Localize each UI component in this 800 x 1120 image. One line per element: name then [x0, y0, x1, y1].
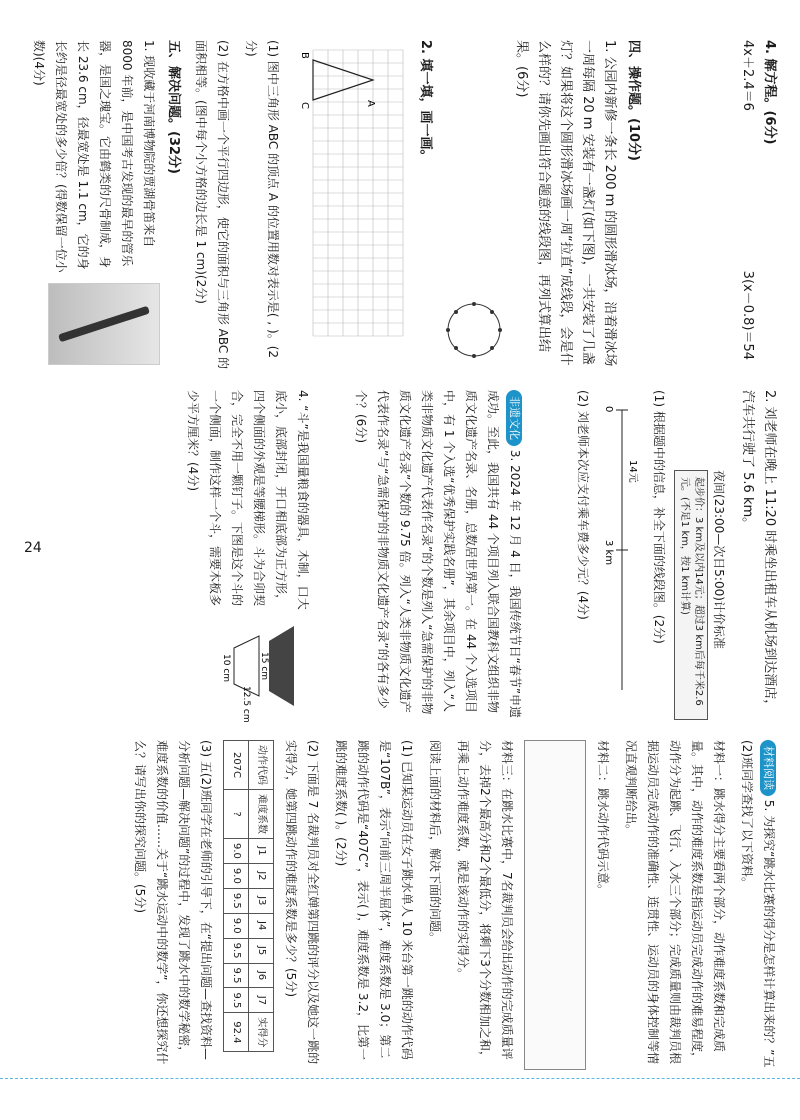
segment-diagram — [602, 390, 642, 710]
q2-2: (2) 刘老师本次应支付乘车费多少元？(4分) — [576, 390, 590, 620]
material-2: 材料二：跳水动作代码示意。 — [596, 740, 610, 897]
table-cell: 9.5 — [224, 963, 249, 988]
table-header-cell: J2 — [249, 863, 274, 888]
table-header-cell: J1 — [249, 839, 274, 864]
segment-14-label: 14元 — [627, 460, 638, 483]
equation-2: 3(x－0.8)＝54 — [740, 270, 755, 360]
grid-svg — [298, 40, 408, 360]
table-header-cell: J6 — [249, 963, 274, 988]
table-header-cell: 实得分 — [249, 1013, 274, 1052]
segment-3km-label: 3 km — [603, 540, 614, 566]
q2-1: (1) 根据题中的信息，补全下面的线段图。(2分) — [652, 390, 666, 644]
bone-flute-photo — [48, 283, 160, 365]
r2-text: (2) 下面是 7 名裁判员对全红婵第四跳的评分以及她这一跳的实得分，她第四跳动作的难度系数是多少？(5分) — [284, 740, 320, 1065]
coordinate-grid — [290, 40, 408, 370]
vertex-a-label: A — [365, 100, 376, 107]
heritage-tag: 非遗文化 — [506, 390, 522, 446]
dim-12-5-label: 12.5 cm — [241, 686, 251, 723]
fare-box: 起步价：3 km及以内14元；超过3 km后每千米2.6元。(不足1 km，按1 km计算) — [674, 470, 708, 720]
q3-text: 3. 2024 年 12 月 4 日，我国传统节日“春节”申遗成功。至此，我国共有 44 个项目列入联合国教科文组织非物质文化遗产名录、名册，总数居世界第一。在 44 个入选项目中，有 1 个入选“优秀保护实践名册”，其余项目中，列入“人类非物质文化遗产代表作名录”的个数是列入“急需保护的非物质文化遗产名录”个数的 9.75 倍。列入“人类非物质文化遗产代表作名录”与“急需保护的非物质文化遗产名录”的各有多少个？(6分) — [354, 390, 522, 719]
dou-figure — [221, 616, 314, 723]
score-table — [223, 740, 274, 1052]
vertex-c-label: C — [299, 102, 310, 109]
q5-text: 5. 为探究“跳水比赛的得分是怎样计算出来的？”五(2)班同学查找了以下资料。 — [740, 740, 776, 1068]
op2-1: (1) 图中三角形 ABC 的顶点 A 的位置用数对表示是( , )。(2分) — [244, 40, 280, 359]
table-cell: 92.4 — [224, 1013, 249, 1052]
q2-text: 2. 刘老师在晚上 11:20 时乘坐出租车从机场到达酒店，汽车共行驶了 5.6 km。 — [740, 390, 777, 713]
dim-15-label: 15 cm — [259, 652, 269, 681]
reading-tag: 材料阅读 — [760, 740, 776, 796]
material-1: 材料一：跳水得分主要看两个部分，动作难度系数和完成质量。其中，动作的难度系数是指运动员完成动作的难易程度，动作分为起跳、飞行、入水三个部分；完成质量则由裁判员根据运动员完成动作的准确性、连贯性、运动员的身体控制等情况直观判断给出。 — [624, 740, 726, 1065]
table-header-cell: 难度系数 — [249, 790, 274, 839]
page-number: 24 — [24, 540, 42, 556]
table-cell: 9.0 — [224, 863, 249, 888]
sol1-text: 1. 现收藏于河南博物院的贾湖骨笛来自 8000 年前，是中国考古发现的最早的管乐器，是国之瑰宝。它由鹤类的尺骨制成，身长 23.6 cm，径最宽处是 1.1 cm，它的身长约是径最宽处的多少倍？(得数保留一位小数)(4分) — [32, 40, 156, 273]
table-cell: 9.5 — [224, 988, 249, 1013]
table-header-cell: J4 — [249, 913, 274, 938]
segment-0-label: 0 — [603, 406, 614, 413]
column-left — [20, 40, 780, 370]
op2-title: 2. 填一填，画一画。 — [418, 40, 433, 163]
lamp-circle-icon — [444, 300, 504, 360]
r1-text: (1) 已知某运动员在女子跳水单人 10 米台第一跳的动作代码是“107B”，表示“向前三周半屈体”，难度系数是 3.0；第二跳的动作代码是“407C”，表示( )，难度系数是 3.2，比第一跳的难度系数( )。(2分) — [334, 740, 414, 1061]
material-3: 材料三：在跳水比赛中，7名裁判员会给出动作的完成质量评分，去掉2个最高分和2个最低分，将剩下3个分数相加之和，再乘上动作难度系数，就是该动作的实得分。 — [456, 740, 514, 1063]
code-diagram — [524, 740, 586, 1070]
read-instruction: 阅读上面的材料后，解决下面的问题。 — [428, 740, 442, 945]
table-cell: 9.5 — [224, 938, 249, 963]
dim-10-label: 10 cm — [221, 654, 231, 683]
vertex-b-label: B — [299, 52, 310, 59]
table-cell: 9.0 — [224, 839, 249, 864]
table-header-cell: J5 — [249, 938, 274, 963]
q4-text: 4. “斗”是我国量粮食的器具，木制，口大底小，底部封闭，开口相底部为正方形，四个侧面的外观是等腰梯形。斗为合卯契合，完全不用一颗钉子。下图是这个斗的一个侧面，制作这样一个斗，需要木板多少平方厘米？(4分) — [186, 390, 310, 610]
table-header-cell: J3 — [249, 888, 274, 913]
q4-title: 4. 解方程。(6分) — [762, 40, 777, 145]
section-5-title: 五、解决问题。(32分) — [166, 40, 181, 174]
table-cell: ? — [224, 790, 249, 839]
table-cell: 9.0 — [224, 913, 249, 938]
table-cell: 207C — [224, 741, 249, 790]
op2-2: (2) 在方格中画一个平行四边形，使它的面积与三角形 ABC 的面积相等。(图中每个小方格的边长是 1 cm)(2分) — [194, 40, 230, 370]
r3-text: (3) 五(2)班同学在老师的引导下，在“提出问题—查找资料—分析问题—解决问题”的过程中，发现了跳水中的数学秘密，难度系数的价值……关于“跳水运动中的数学”，你还想探究什么？请写出你的探究问题。(5分) — [133, 740, 213, 1065]
table-header-cell: 动作代码 — [249, 741, 274, 790]
table-cell: 9.5 — [224, 888, 249, 913]
rotated-content — [20, 20, 780, 1080]
column-right — [20, 740, 780, 1070]
fare-title: 夜间(23:00—次日5:00)计价标准 — [712, 470, 726, 649]
column-middle — [20, 390, 780, 723]
section-4-title: 四、操作题。(10分) — [626, 40, 641, 161]
op1-text: 1. 公园内新修一条长 200 m 的圆形滑冰场，沿着滑冰场一周每隔 20 m 安装有一盏灯(如下图)，一共安装了几盏灯？如果将这个圆形滑冰场画一周“拉直”成线段，会是什么样的？请你先画出符合题意的线段图，再列式算出结果。(6分) — [514, 40, 617, 367]
equation-1: 4x＋2.4＝6 — [740, 40, 755, 111]
bottom-dotted-rule — [0, 1078, 800, 1079]
table-header-cell: J7 — [249, 988, 274, 1013]
q4-block — [736, 40, 780, 370]
